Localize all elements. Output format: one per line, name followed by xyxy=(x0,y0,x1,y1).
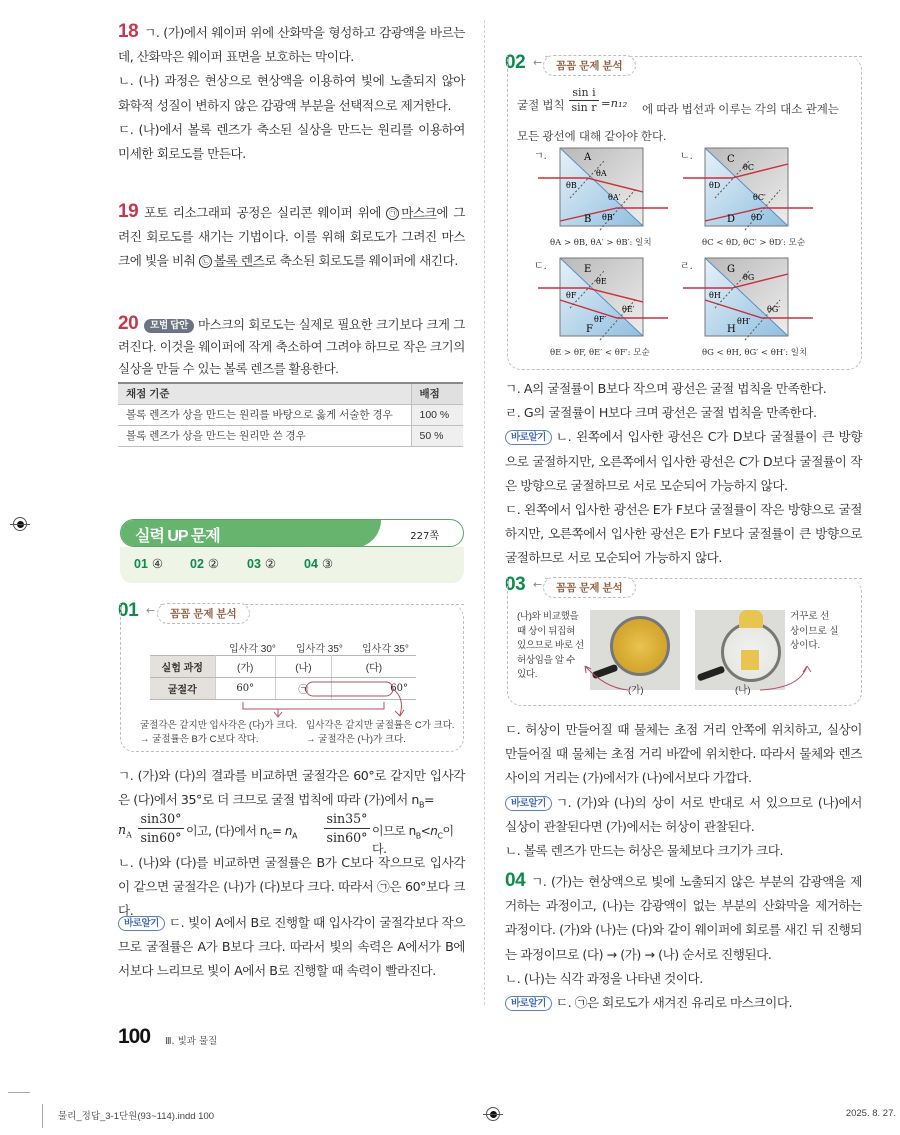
question-number: 03 xyxy=(505,574,526,595)
correction-badge: 바로알기 xyxy=(118,916,165,931)
answer-01-explanation-n: ㄴ. (나)와 (다)를 비교하면 굴절률은 B가 C보다 작으므로 입사각이 같으면 굴절각은 (나)가 (다)보다 크다. 따라서 ㉠은 60°보다 크다. xyxy=(118,855,465,919)
file-slug: 물리_정답_3-1단원(93~114).indd 100 xyxy=(58,1111,215,1122)
column-divider xyxy=(484,20,485,1005)
svg-text:θG: θG xyxy=(743,273,755,282)
answer-02-explanation: ㄱ. A의 굴절률이 B보다 작으며 광선은 굴절 법칙을 만족한다. ㄹ. G의 굴절률이 H보다 크며 광선은 굴절 법칙을 만족한다. 바로알기 ㄴ. 왼쪽에서 입사한 광선은 C가 D보다 굴절률이 큰 방향으로 굴절하지만, 오른쪽에서 입사한 광선은 C가 D보다 굴절률이 작은 방향으로 굴절하므로 서로 모순되어 가능하지 않다. ㄷ. 왼쪽에서 입사한 광선은 E가 F보다 굴절률이 작은 방향으로 굴절하지만, 오른쪽에서 입사한 광선은 E가 F보다 굴절률이 큰 방향으로 굴절하므로 서로 모순되어 가능하지 않다. xyxy=(505,381,862,566)
svg-text:θA: θA xyxy=(596,169,607,178)
svg-text:θF: θF xyxy=(566,291,577,300)
analysis-note-left: (나)와 비교했을 때 상이 뒤집혀 있으므로 바로 선 허상임을 알 수 있다. xyxy=(517,611,584,680)
mark-giyeok: ㉠ xyxy=(386,207,399,220)
answer-18 xyxy=(118,20,465,166)
answer-18-line-2: ㄴ. (나) 과정은 현상으로 현상액을 이용하여 빛에 노출되지 않아 화학적 성질이 변하지 않은 감광액 부분을 선택적으로 제거한다. xyxy=(118,73,465,113)
answer-key-item: 04 ③ xyxy=(304,557,334,571)
svg-text:θC′: θC′ xyxy=(753,193,766,202)
skill-up-banner xyxy=(120,519,464,547)
svg-text:θG < θH, θG′ < θH′: 일치: θG < θH, θG′ < θH′: 일치 xyxy=(702,348,808,358)
correction-badge: 바로알기 xyxy=(505,430,552,445)
table-row: 볼록 렌즈가 상을 만드는 원리만 쓴 경우 50 % xyxy=(118,425,463,446)
svg-text:B: B xyxy=(584,214,592,225)
page-number: 100 xyxy=(118,1025,151,1048)
analysis-note-right: 거꾸로 선 상이므로 실상이다. xyxy=(790,611,839,651)
answer-01-explanation: ㄱ. (가)와 (다)의 결과를 비교하면 굴절각은 60°로 같지만 입사각은 (다)에서 35°로 더 크므로 굴절 법칙에 따라 (가)에서 $n_B=$ xyxy=(118,768,465,810)
svg-text:E: E xyxy=(584,264,592,275)
pointer-arrows xyxy=(560,660,850,700)
formula-line: $n_A$ sin30° sin60° 이고, (다)에서 $n_C= n_A$ sin35° sin60° 이므로 $n_B<n_C$이다. xyxy=(118,811,454,857)
panel-rieul xyxy=(683,258,813,340)
svg-text:θH′: θH′ xyxy=(737,317,751,326)
answer-01-explanation-d: 바로알기 ㄷ. 빛이 A에서 B로 진행할 때 입사각이 굴절각보다 작으므로 굴절률은 A가 B보다 크다. 따라서 빛의 속력은 A에서가 B에서보다 느리므로 빛이 A에서 B로 진행할 때 속력이 빨라진다. xyxy=(118,915,465,979)
scoring-table xyxy=(118,382,463,447)
analysis-note-right: 입사각은 같지만 굴절률은 C가 크다. → 굴절각은 (나)가 크다. xyxy=(306,720,455,745)
svg-text:C: C xyxy=(727,154,735,165)
analysis-tag: 꼼꼼 문제 분석 xyxy=(543,55,636,76)
answer-key-item: 01 ④ xyxy=(134,557,164,571)
svg-text:ㄱ.: ㄱ. xyxy=(534,151,547,162)
svg-text:θE: θE xyxy=(596,277,607,286)
svg-text:ㄷ.: ㄷ. xyxy=(534,261,547,272)
pointer-arrow-icon: ← xyxy=(533,578,543,591)
pointer-arrow-icon: ← xyxy=(146,604,156,617)
label-ga: (가) xyxy=(628,685,644,696)
analysis-tag: 꼼꼼 문제 분석 xyxy=(157,603,250,624)
correction-badge: 바로알기 xyxy=(505,796,552,811)
model-answer-badge: 모범 답안 xyxy=(144,319,194,333)
svg-text:G: G xyxy=(727,264,735,275)
svg-text:θB′: θB′ xyxy=(602,213,615,222)
svg-text:θA > θB, θA′ > θB′: 일치: θA > θB, θA′ > θB′: 일치 xyxy=(550,238,652,248)
registration-mark-icon xyxy=(13,517,27,531)
svg-text:A: A xyxy=(584,152,592,163)
comparison-bracket-icon xyxy=(240,680,410,720)
analysis-note-left: 굴절각은 같지만 입사각은 (다)가 크다. → 굴절률은 B가 C보다 작다. xyxy=(140,720,298,745)
answer-19: 19 포토 리소그래피 공정은 실리콘 웨이퍼 위에 ㉠ 마스크에 그려진 회로도를 새기는 기법이다. 이를 위해 회로도가 그려진 마스크에 빛을 비춰 ㉡ 볼록 렌즈로 축소된 회로도를 웨이퍼에 새긴다. xyxy=(118,201,466,269)
question-number: 19 xyxy=(118,201,139,222)
answer-18-line-3: ㄷ. (나)에서 볼록 렌즈가 축소된 실상을 만드는 원리를 이용하여 미세한 회로도를 만든다. xyxy=(118,121,465,162)
section-title: Ⅲ. 빛과 물질 xyxy=(165,1036,218,1047)
answer-20: 20 모범 답안 마스크의 회로도는 실제로 필요한 크기보다 크게 그려진다. 이것을 웨이퍼에 작게 축소하여 그려야 하므로 작은 크기의 실상을 만들 수 있는 볼록 렌즈를 활용한다. xyxy=(118,313,465,376)
panel-giyeok xyxy=(538,148,668,230)
skill-up-title: 실력 UP 문제 xyxy=(135,528,220,545)
question-number: 04 xyxy=(505,870,526,891)
svg-text:θA′: θA′ xyxy=(608,193,621,202)
question-number: 02 xyxy=(505,52,526,73)
svg-text:θD′: θD′ xyxy=(751,213,765,222)
svg-text:θD: θD xyxy=(709,181,721,190)
svg-text:F: F xyxy=(586,324,593,335)
question-number: 01 xyxy=(118,600,139,621)
label-na: (나) xyxy=(735,685,751,696)
registration-mark-icon xyxy=(486,1107,500,1121)
svg-text:θC: θC xyxy=(743,163,754,172)
svg-text:D: D xyxy=(727,214,736,225)
analysis-tag: 꼼꼼 문제 분석 xyxy=(543,577,636,598)
answer-03-explanation: ㄷ. 허상이 만들어질 때 물체는 초점 거리 안쪽에 위치하고, 실상이 만들어질 때 물체는 초점 거리 바깥에 위치한다. 따라서 물체와 렌즈 사이의 거리는 (가)에서가 (나)에서보다 가깝다. 바로알기 ㄱ. (가)와 (나)의 상이 서로 반대로 서 있으므로 (나)에서 실상이 관찰된다면 (가)에서는 허상이 관찰된다. ㄴ. 볼록 렌즈가 만드는 허상은 물체보다 크기가 크다. xyxy=(505,722,862,859)
svg-text:θC < θD, θC′ > θD′: 모순: θC < θD, θC′ > θD′: 모순 xyxy=(702,238,806,248)
answer-key-item: 03 ② xyxy=(247,557,277,571)
svg-text:θE > θF, θE′ < θF′: 모순: θE > θF, θE′ < θF′: 모순 xyxy=(550,348,650,358)
svg-text:H: H xyxy=(727,324,736,335)
panel-digeut xyxy=(538,258,668,340)
pointer-arrow-icon: ← xyxy=(533,56,543,69)
answer-04: 04 ㄱ. (가)는 현상액으로 빛에 노출되지 않은 부분의 감광액을 제거하는 과정이고, (나)는 감광액이 없는 부분의 산화막을 제거하는 과정이다. (가)와 (나)는 (다)와 같이 웨이퍼에 회로를 새긴 뒤 진행되는 과정이므로 (다) → (가) → (나) 순서로 진행된다. ㄴ. (나)는 식각 과정을 나타낸 것이다. 바로알기 ㄷ. ㉠은 회로도가 새겨진 유리로 마스크이다. xyxy=(505,870,862,1011)
svg-text:θB: θB xyxy=(566,181,577,190)
answer-key xyxy=(120,547,464,583)
table-row: 굴절각 60° ㉠ 60° xyxy=(150,678,416,700)
print-date: 2025. 8. 27. xyxy=(845,1108,896,1119)
refraction-diagrams xyxy=(530,145,830,360)
svg-text:θH: θH xyxy=(709,291,721,300)
svg-text:ㄹ.: ㄹ. xyxy=(680,261,693,272)
panel-nieun xyxy=(683,148,813,230)
answer-key-item: 02 ② xyxy=(190,557,220,571)
question-number: 18 xyxy=(118,21,139,42)
table-row: 볼록 렌즈가 상을 만드는 원리를 바탕으로 옳게 서술한 경우 100 % xyxy=(118,404,463,425)
table-header-row: 채점 기준 배점 xyxy=(118,383,463,404)
svg-text:ㄴ.: ㄴ. xyxy=(680,151,693,162)
mark-nieun: ㉡ xyxy=(199,255,212,268)
svg-text:θG′: θG′ xyxy=(767,305,781,314)
question-number: 20 xyxy=(118,313,139,334)
page-reference: 227쪽 xyxy=(410,531,439,542)
svg-text:θE′: θE′ xyxy=(622,305,635,314)
table-row: 실험 과정 (가) (나) (다) xyxy=(150,656,416,678)
crop-mark xyxy=(8,1092,30,1093)
answer-18-line-1: 18 ㄱ. (가)에서 웨이퍼 위에 산화막을 형성하고 감광액을 바르는데, 산화막은 웨이퍼 표면을 보호하는 막이다. xyxy=(118,21,465,65)
svg-text:θF′: θF′ xyxy=(594,315,607,324)
correction-badge: 바로알기 xyxy=(505,996,552,1011)
crop-mark xyxy=(42,1104,43,1128)
